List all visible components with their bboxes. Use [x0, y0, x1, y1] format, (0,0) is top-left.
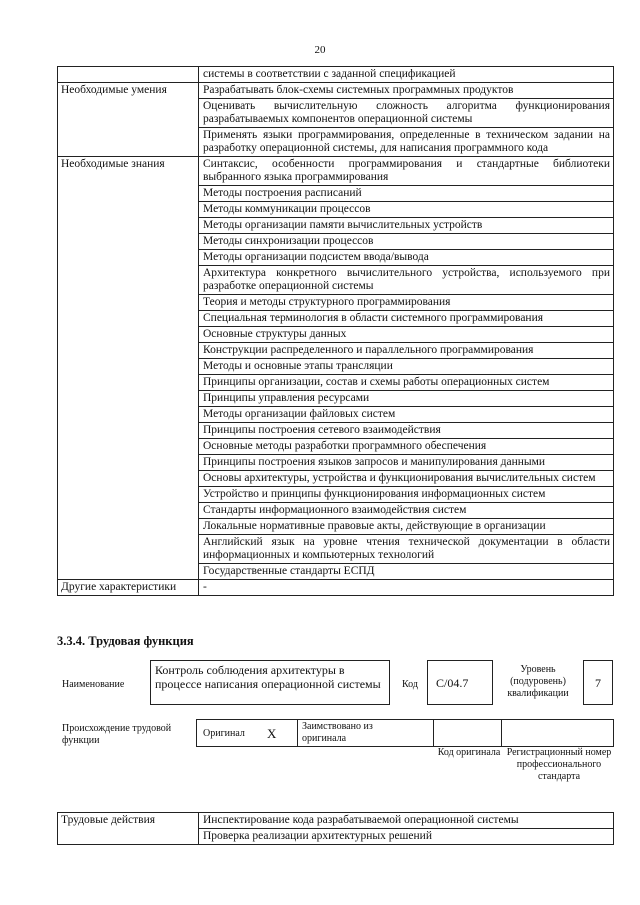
original-code-caption: Код оригинала	[437, 747, 501, 758]
requirement-item: Конструкции распределенного и параллельного программирования	[199, 343, 614, 359]
borrowed-label: Заимствовано из оригинала	[302, 721, 373, 744]
original-mark: X	[267, 726, 277, 741]
labor-action-item: Инспектирование кода разрабатываемой операционной системы	[199, 813, 614, 829]
name-label: Наименование	[62, 679, 125, 690]
original-label: Оригинал	[203, 728, 245, 739]
table-row	[58, 157, 614, 186]
requirement-item: -	[199, 580, 614, 596]
requirement-item: Применять языки программирования, определенные в техническом задании на разработку операционной системы, для написания программного кода	[199, 128, 614, 157]
origin-box	[196, 719, 614, 747]
requirement-item: Стандарты информационного взаимодействия систем	[199, 503, 614, 519]
table-row	[58, 580, 614, 596]
function-name-box	[150, 660, 390, 705]
requirement-item: Методы и основные этапы трансляции	[199, 359, 614, 375]
requirement-item: Принципы построения сетевого взаимодействия	[199, 423, 614, 439]
requirement-item: Основы архитектуры, устройства и функционирования вычислительных систем	[199, 471, 614, 487]
requirement-item: Принципы построения языков запросов и манипулирования данными	[199, 455, 614, 471]
requirement-item: Методы организации памяти вычислительных устройств	[199, 218, 614, 234]
origin-divider-1	[297, 720, 298, 746]
requirement-item: Методы организации файловых систем	[199, 407, 614, 423]
requirement-item: Основные методы разработки программного обеспечения	[199, 439, 614, 455]
requirement-item: Методы коммуникации процессов	[199, 202, 614, 218]
origin-divider-2	[433, 720, 434, 746]
requirement-item: Теория и методы структурного программирования	[199, 295, 614, 311]
code-label: Код	[402, 679, 418, 690]
function-name-value: Контроль соблюдения архитектуры в процессе написания операционной системы	[155, 663, 381, 691]
table-row	[58, 67, 614, 83]
requirement-item: Принципы управления ресурсами	[199, 391, 614, 407]
requirement-category-label: Необходимые умения	[58, 83, 199, 157]
table-row	[58, 83, 614, 99]
labor-action-item: Проверка реализации архитектурных решений	[199, 829, 614, 845]
requirement-category-label	[58, 67, 199, 83]
requirement-item: Устройство и принципы функционирования информационных систем	[199, 487, 614, 503]
requirement-category-label: Другие характеристики	[58, 580, 199, 596]
qualification-level-box	[583, 660, 613, 705]
page-number: 20	[314, 44, 326, 56]
origin-label: Происхождение трудовой функции	[62, 723, 172, 746]
requirement-item: Английский язык на уровне чтения технической документации в области информационных и компьютерных технологий	[199, 535, 614, 564]
table-row	[58, 813, 614, 829]
section-heading: 3.3.4. Трудовая функция	[57, 634, 194, 648]
qualification-level-value: 7	[595, 676, 601, 690]
requirement-item: Специальная терминология в области системного программирования	[199, 311, 614, 327]
requirement-item: Методы синхронизации процессов	[199, 234, 614, 250]
requirement-item: Локальные нормативные правовые акты, действующие в организации	[199, 519, 614, 535]
registration-number-caption: Регистрационный номер профессионального стандарта	[506, 747, 612, 782]
requirement-item: Архитектура конкретного вычислительного устройства, используемого при разработке операционной системы	[199, 266, 614, 295]
requirements-table	[57, 66, 614, 596]
requirement-item: Синтаксис, особенности программирования и стандартные библиотеки выбранного языка программирования	[199, 157, 614, 186]
requirement-item: системы в соответствии с заданной спецификацией	[199, 67, 614, 83]
function-code-box	[427, 660, 493, 705]
requirement-item: Методы организации подсистем ввода/вывода	[199, 250, 614, 266]
function-code-value: C/04.7	[436, 676, 469, 690]
labor-actions-table	[57, 812, 614, 845]
requirement-category-label: Необходимые знания	[58, 157, 199, 580]
origin-divider-3	[501, 720, 502, 746]
requirement-item: Разрабатывать блок-схемы системных программных продуктов	[199, 83, 614, 99]
requirement-item: Основные структуры данных	[199, 327, 614, 343]
requirement-item: Государственные стандарты ЕСПД	[199, 564, 614, 580]
requirement-item: Методы построения расписаний	[199, 186, 614, 202]
requirement-item: Оценивать вычислительную сложность алгоритма функционирования разрабатываемых компонентов операционной системы	[199, 99, 614, 128]
requirement-item: Принципы организации, состав и схемы работы операционных систем	[199, 375, 614, 391]
labor-actions-label: Трудовые действия	[58, 813, 199, 845]
qualification-level-label: Уровень (подуровень) квалификации	[507, 664, 569, 699]
